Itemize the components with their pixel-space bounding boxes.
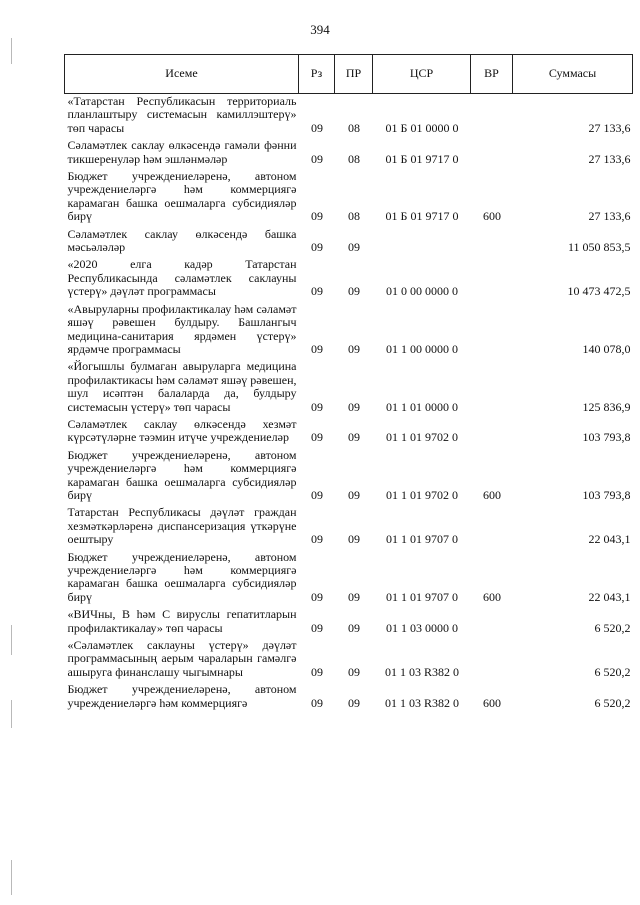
- row-csr: 01 1 00 0000 0: [386, 341, 458, 356]
- row-rz: 09: [311, 120, 323, 135]
- table-row: [65, 448, 633, 506]
- table-header-row: [65, 55, 633, 94]
- table-row: [65, 607, 633, 638]
- row-name: «Йогышлы булмаган авыруларга медицина профилактикасы һәм сәламәт яшәү рәвешен, шул исәптән балаларда да, булдыру системасын үстерү» төп чарасы: [67, 359, 297, 414]
- row-vr: 600: [483, 487, 501, 502]
- row-name: «ВИЧны, В һәм С вируслы гепатитларын профилактикалау» төп чарасы: [67, 607, 297, 635]
- row-vr: 600: [483, 589, 501, 604]
- row-sum: 6 520,2: [594, 695, 631, 710]
- row-csr: 01 Б 01 0000 0: [385, 120, 459, 135]
- row-pr: 08: [348, 209, 360, 224]
- row-vr: [471, 638, 513, 682]
- row-sum: 103 793,8: [582, 487, 631, 502]
- header-csr: ЦСР: [373, 55, 471, 94]
- row-sum: 27 133,6: [588, 120, 631, 135]
- row-pr: 09: [348, 589, 360, 604]
- row-csr: [373, 227, 471, 258]
- table-row: [65, 417, 633, 448]
- row-name: «Сәламәтлек саклауны үстерү» дәүләт программасының аерым чараларын гамәлгә ашыруга финанслашу чыгымнары: [67, 638, 297, 679]
- row-csr: 01 1 01 0000 0: [386, 399, 458, 414]
- row-sum: 125 836,9: [582, 399, 631, 414]
- row-vr: [471, 505, 513, 549]
- row-pr: 08: [348, 120, 360, 135]
- row-vr: [471, 227, 513, 258]
- row-rz: 09: [311, 695, 323, 710]
- table-row: [65, 302, 633, 360]
- row-name: Бюджет учреждениеләренә, автоном учреждениеләргә һәм коммерциягә карамаган башка оешмаларга субсидияләр бирү: [67, 549, 297, 604]
- row-pr: 09: [348, 487, 360, 502]
- row-name: «Авыруларны профилактикалау һәм сәламәт яшәү рәвешен булдыру. Башлангыч медицина-санитария ярдәмен үстерү» ярдәмче программасы: [67, 301, 297, 356]
- row-name: Сәламәтлек саклау өлкәсендә хезмәт күрсәтүләрне тәэмин итүче учреждениеләр: [67, 416, 297, 445]
- row-vr: 600: [483, 695, 501, 710]
- row-name: Бюджет учреждениеләренә, автоном учреждениеләргә һәм коммерциягә карамаган башка оешмаларга субсидияләр бирү: [67, 169, 297, 224]
- header-rz: Рз: [299, 55, 335, 94]
- row-pr: 09: [348, 620, 360, 635]
- table-row: [65, 359, 633, 417]
- row-rz: 09: [311, 430, 323, 445]
- table-row: [65, 257, 633, 301]
- row-csr: 01 1 01 9702 0: [386, 487, 458, 502]
- row-rz: 09: [311, 341, 323, 356]
- row-pr: 08: [348, 151, 360, 166]
- table-row: [65, 550, 633, 608]
- row-csr: 01 1 03 R382 0: [384, 695, 459, 710]
- row-sum: 11 050 853,5: [567, 240, 631, 255]
- row-rz: 09: [311, 240, 323, 255]
- row-pr: 09: [348, 341, 360, 356]
- row-pr: 09: [348, 695, 360, 710]
- row-rz: 09: [311, 209, 323, 224]
- header-vr: ВР: [471, 55, 513, 94]
- row-vr: [471, 257, 513, 301]
- margin-scan-mark: [11, 625, 12, 655]
- row-rz: 09: [311, 399, 323, 414]
- row-sum: 10 473 472,5: [567, 284, 631, 299]
- row-rz: 09: [311, 664, 323, 679]
- row-rz: 09: [311, 487, 323, 502]
- row-sum: 103 793,8: [582, 430, 631, 445]
- row-vr: 600: [483, 209, 501, 224]
- row-rz: 09: [311, 151, 323, 166]
- row-pr: 09: [348, 399, 360, 414]
- row-csr: 01 1 03 R382 0: [384, 664, 459, 679]
- row-vr: [471, 417, 513, 448]
- row-name: Бюджет учреждениеләренә, автоном учреждениеләргә һәм коммерциягә карамаган башка оешмаларга субсидияләр бирү: [67, 447, 297, 502]
- row-pr: 09: [348, 664, 360, 679]
- row-vr: [471, 94, 513, 139]
- header-sum: Суммасы: [513, 55, 633, 94]
- margin-scan-mark: [11, 38, 12, 64]
- row-csr: 01 1 01 9707 0: [386, 532, 458, 547]
- row-name: Бюджет учреждениеләренә, автоном учреждениеләргә һәм коммерциягә: [67, 682, 297, 710]
- row-pr: 09: [348, 284, 360, 299]
- row-sum: 22 043,1: [588, 532, 631, 547]
- table-row: [65, 138, 633, 169]
- row-pr: 09: [348, 240, 360, 255]
- row-name: «Татарстан Республикасын территориаль планлаштыру системасын камиллэштерү» төп чарасы: [67, 94, 297, 135]
- row-vr: [471, 359, 513, 417]
- row-rz: 09: [311, 620, 323, 635]
- row-csr: 01 Б 01 9717 0: [385, 209, 459, 224]
- row-csr: 01 Б 01 9717 0: [385, 151, 459, 166]
- row-vr: [471, 607, 513, 638]
- row-csr: 01 1 01 9702 0: [386, 430, 458, 445]
- margin-scan-mark: [11, 700, 12, 728]
- table-row: [65, 169, 633, 227]
- row-name: «2020 елга кадәр Татарстан Республикасында сәламәтлек саклауны үстерү» дәүләт программасы: [67, 257, 297, 299]
- budget-table: [64, 54, 633, 713]
- table-row: [65, 227, 633, 258]
- page-number: 394: [310, 22, 330, 37]
- row-vr: [471, 302, 513, 360]
- row-sum: 6 520,2: [594, 664, 631, 679]
- row-sum: 6 520,2: [594, 620, 631, 635]
- row-rz: 09: [311, 589, 323, 604]
- header-name: Исеме: [65, 55, 299, 94]
- row-sum: 22 043,1: [588, 589, 631, 604]
- row-vr: [471, 138, 513, 169]
- table-row: [65, 638, 633, 682]
- header-pr: ПР: [335, 55, 373, 94]
- row-sum: 140 078,0: [582, 341, 631, 356]
- row-name: Сәламәтлек саклау өлкәсендә гамәли фәнни тикшеренуләр һәм эшләнмәләр: [67, 138, 297, 166]
- margin-scan-mark: [11, 860, 12, 895]
- row-name: Татарстан Республикасы дәүләт граждан хезмәткәрләренә диспансеризация үткәрүне оештыру: [67, 505, 297, 547]
- row-rz: 09: [311, 532, 323, 547]
- row-sum: 27 133,6: [588, 151, 631, 166]
- table-row: [65, 94, 633, 139]
- row-name: Сәламәтлек саклау өлкәсендә башка мәсьәләләр: [67, 226, 297, 255]
- row-pr: 09: [348, 430, 360, 445]
- table-row: [65, 505, 633, 549]
- row-pr: 09: [348, 532, 360, 547]
- table-row: [65, 682, 633, 713]
- row-rz: 09: [311, 284, 323, 299]
- row-csr: 01 1 03 0000 0: [386, 620, 458, 635]
- row-sum: 27 133,6: [588, 209, 631, 224]
- row-csr: 01 1 01 9707 0: [386, 589, 458, 604]
- row-csr: 01 0 00 0000 0: [386, 284, 458, 299]
